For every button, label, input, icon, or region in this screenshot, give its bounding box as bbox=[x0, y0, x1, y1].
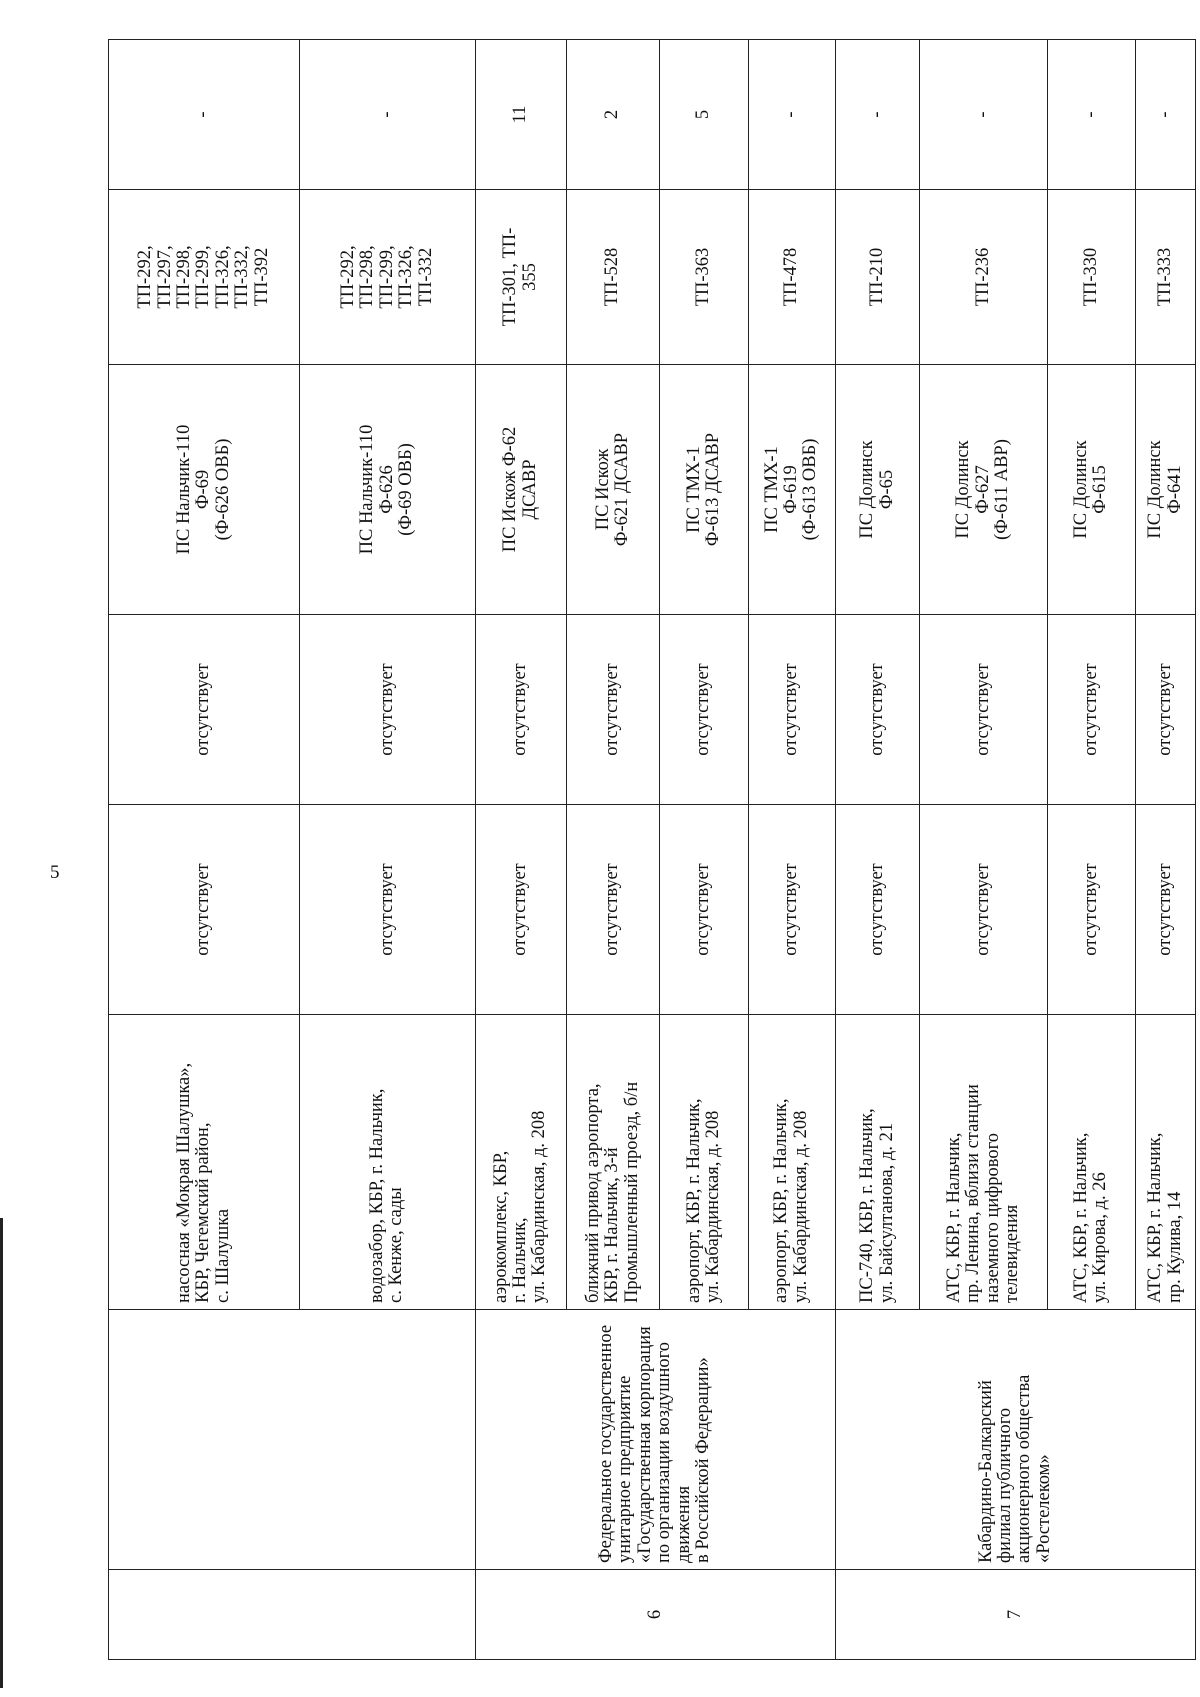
cell-line: ул. Байсултанова, д. 21 bbox=[876, 1122, 897, 1303]
cell-line: насосная «Мокрая Шалушка», bbox=[173, 1062, 194, 1303]
cell-line: аэропорт, КБР, г. Нальчик, bbox=[771, 1098, 792, 1303]
cell-line: ТП-332, bbox=[232, 245, 253, 309]
status-cell: отсутствует bbox=[660, 615, 748, 805]
cell-line: АТС, КБР, г. Нальчик, bbox=[1145, 1132, 1166, 1303]
count-cell: - bbox=[748, 40, 835, 190]
address-cell bbox=[660, 1015, 748, 1310]
cell-line: Федеральное государственное bbox=[595, 1324, 616, 1563]
cell-line: акционерного общества bbox=[1014, 1374, 1035, 1563]
cell-line: ПС Нальчик-110 bbox=[357, 424, 378, 555]
address-cell bbox=[920, 1015, 1047, 1310]
substation-cell bbox=[300, 365, 476, 615]
cell-line: АТС, КБР, г. Нальчик, bbox=[1071, 1132, 1091, 1303]
address-cell bbox=[475, 1015, 566, 1310]
count-cell: - bbox=[1047, 40, 1135, 190]
cell-line: ТП-392 bbox=[251, 247, 272, 307]
cell-line: ТП-332 bbox=[415, 247, 436, 307]
status-cell: отсутствует bbox=[748, 615, 835, 805]
cell-line: Ф-621 ДСАВР bbox=[611, 432, 632, 547]
cell-line: ТП-297, bbox=[154, 245, 175, 309]
table-row bbox=[835, 40, 920, 1660]
count-cell: 2 bbox=[566, 40, 660, 190]
count-cell: 11 bbox=[475, 40, 566, 190]
count-cell: - bbox=[835, 40, 920, 190]
row-number-cell: 6 bbox=[475, 1570, 835, 1660]
cell-line: ПС Искож Ф-62 bbox=[500, 426, 521, 553]
power-supply-table bbox=[108, 39, 1196, 1660]
cell-line: (Ф-69 ОВБ) bbox=[396, 443, 417, 536]
transformer-cell bbox=[566, 190, 660, 365]
cell-line: АТС, КБР, г. Нальчик, bbox=[943, 1132, 964, 1303]
substation-cell bbox=[835, 365, 920, 615]
address-cell bbox=[566, 1015, 660, 1310]
cell-line: г. Нальчик, bbox=[509, 1217, 530, 1303]
cell-line: ТП-299, bbox=[376, 245, 397, 309]
status-cell: отсутствует bbox=[1136, 805, 1196, 1015]
count-cell: - bbox=[300, 40, 476, 190]
transformer-cell bbox=[109, 190, 300, 365]
cell-line: наземного цифрового bbox=[982, 1132, 1003, 1303]
cell-line: унитарное предприятие bbox=[615, 1375, 636, 1563]
status-cell: отсутствует bbox=[1136, 615, 1196, 805]
cell-line: ул. Кабардинская, д. 208 bbox=[529, 1110, 550, 1303]
cell-line: ТП-478 bbox=[781, 247, 802, 307]
cell-line: ТП-326, bbox=[212, 245, 233, 309]
cell-line: (Ф-611 АВР) bbox=[992, 439, 1013, 540]
status-cell: отсутствует bbox=[1047, 615, 1135, 805]
cell-line: ТП-326, bbox=[396, 245, 417, 309]
substation-cell bbox=[748, 365, 835, 615]
address-cell bbox=[1136, 1015, 1196, 1310]
cell-line: Ф-69 bbox=[193, 469, 214, 510]
cell-line: аэрокомплекс, КБР, bbox=[490, 1150, 511, 1303]
substation-cell bbox=[566, 365, 660, 615]
substation-cell bbox=[475, 365, 566, 615]
cell-line: аэропорт, КБР, г. Нальчик, bbox=[683, 1098, 704, 1303]
cell-line: с. Шалушка bbox=[212, 1208, 233, 1303]
count-cell: - bbox=[109, 40, 300, 190]
status-cell: отсутствует bbox=[835, 615, 920, 805]
transformer-cell bbox=[835, 190, 920, 365]
cell-line: (Ф-613 ОВБ) bbox=[800, 438, 821, 541]
count-cell: - bbox=[920, 40, 1047, 190]
cell-line: ПС Долинск bbox=[953, 440, 974, 539]
status-cell: отсутствует bbox=[1047, 805, 1135, 1015]
organization-cell bbox=[835, 1310, 1195, 1570]
transformer-cell bbox=[748, 190, 835, 365]
cell-line: с. Кенже, сады bbox=[386, 1187, 407, 1303]
cell-line: Промышленный проезд, б/н bbox=[621, 1081, 642, 1303]
count-cell: - bbox=[1136, 40, 1196, 190]
cell-line: ТП-292, bbox=[135, 245, 156, 309]
cell-line: (Ф-626 ОВБ) bbox=[212, 438, 233, 541]
cell-line: КБР, г. Нальчик, 3-й bbox=[602, 1147, 623, 1303]
row-number-cell: 7 bbox=[835, 1570, 1195, 1660]
organization-cell bbox=[475, 1310, 835, 1570]
cell-line: ТП-236 bbox=[972, 247, 993, 307]
cell-line: Ф-615 bbox=[1090, 465, 1111, 514]
cell-line: водозабор, КБР, г. Нальчик, bbox=[366, 1088, 387, 1303]
scan-edge-mark bbox=[0, 1218, 3, 1688]
cell-line: ТП-363 bbox=[693, 247, 714, 307]
cell-line: ул. Кабардинская, д. 208 bbox=[702, 1110, 723, 1303]
substation-cell bbox=[1136, 365, 1196, 615]
organization-cell bbox=[109, 1310, 476, 1570]
cell-line: Ф-613 ДСАВР bbox=[702, 432, 723, 547]
cell-line: ТП-333 bbox=[1154, 247, 1175, 307]
cell-line: в Российской Федерации» bbox=[693, 1357, 714, 1563]
cell-line: пр. Кулива, 14 bbox=[1164, 1191, 1185, 1303]
transformer-cell bbox=[920, 190, 1047, 365]
transformer-cell bbox=[300, 190, 476, 365]
cell-line: «Ростелеком» bbox=[1033, 1454, 1054, 1563]
address-cell bbox=[109, 1015, 300, 1310]
cell-line: Ф-641 bbox=[1164, 465, 1185, 514]
address-cell bbox=[748, 1015, 835, 1310]
cell-line: ТП-298, bbox=[357, 245, 378, 309]
cell-line: ТП-292, bbox=[337, 245, 358, 309]
count-cell: 5 bbox=[660, 40, 748, 190]
rotated-table-container bbox=[108, 40, 1196, 1660]
status-cell: отсутствует bbox=[566, 805, 660, 1015]
cell-line: ПС ТМХ-1 bbox=[761, 446, 782, 533]
cell-line: Ф-65 bbox=[876, 469, 897, 510]
cell-line: пр. Ленина, вблизи станции bbox=[963, 1084, 984, 1303]
substation-cell bbox=[660, 365, 748, 615]
cell-line: ближний привод аэропорта, bbox=[582, 1083, 603, 1303]
cell-line: КБР, Чегемский район, bbox=[193, 1122, 214, 1303]
row-number-cell bbox=[109, 1570, 476, 1660]
cell-line: ТП-528 bbox=[602, 247, 623, 307]
cell-line: ПС-740, КБР, г. Нальчик, bbox=[857, 1108, 878, 1303]
status-cell: отсутствует bbox=[566, 615, 660, 805]
table-row bbox=[109, 40, 300, 1660]
cell-line: филиал публичного bbox=[994, 1407, 1015, 1563]
cell-line: ПС Долинск bbox=[857, 440, 878, 539]
cell-line: 355 bbox=[519, 263, 540, 291]
status-cell: отсутствует bbox=[748, 805, 835, 1015]
status-cell: отсутствует bbox=[300, 615, 476, 805]
cell-line: ТП-301, ТП- bbox=[500, 227, 521, 327]
cell-line: Кабардино-Балкарский bbox=[975, 1380, 996, 1563]
transformer-cell bbox=[660, 190, 748, 365]
status-cell: отсутствует bbox=[300, 805, 476, 1015]
transformer-cell bbox=[1047, 190, 1135, 365]
status-cell: отсутствует bbox=[109, 805, 300, 1015]
cell-line: «Государственная корпорация bbox=[634, 1326, 655, 1563]
cell-line: ТП-299, bbox=[193, 245, 214, 309]
cell-line: ДСАВР bbox=[519, 459, 540, 520]
status-cell: отсутствует bbox=[835, 805, 920, 1015]
cell-line: ПС Нальчик-110 bbox=[173, 424, 194, 555]
cell-line: ул. Кирова, д. 26 bbox=[1090, 1172, 1111, 1303]
transformer-cell bbox=[475, 190, 566, 365]
address-cell bbox=[300, 1015, 476, 1310]
table-row bbox=[475, 40, 566, 1660]
substation-cell bbox=[920, 365, 1047, 615]
cell-line: Ф-627 bbox=[972, 465, 993, 514]
cell-line: Ф-626 bbox=[376, 465, 397, 514]
cell-line: ТП-330 bbox=[1080, 247, 1101, 307]
cell-line: ПС Долинск bbox=[1071, 440, 1091, 539]
cell-line: телевидения bbox=[1001, 1204, 1022, 1303]
cell-line: ТП-298, bbox=[173, 245, 194, 309]
status-cell: отсутствует bbox=[660, 805, 748, 1015]
cell-line: по организации воздушного bbox=[654, 1342, 675, 1563]
page-number: 5 bbox=[50, 862, 60, 883]
transformer-cell bbox=[1136, 190, 1196, 365]
status-cell: отсутствует bbox=[920, 615, 1047, 805]
cell-line: ПС Искож bbox=[592, 448, 613, 531]
substation-cell bbox=[109, 365, 300, 615]
cell-line: Ф-619 bbox=[781, 465, 802, 514]
substation-cell bbox=[1047, 365, 1135, 615]
status-cell: отсутствует bbox=[920, 805, 1047, 1015]
cell-line: движения bbox=[673, 1485, 694, 1563]
cell-line: ПС ТМХ-1 bbox=[683, 446, 704, 533]
cell-line: ТП-210 bbox=[866, 247, 887, 307]
address-cell bbox=[1047, 1015, 1135, 1310]
status-cell: отсутствует bbox=[475, 615, 566, 805]
cell-line: ПС Долинск bbox=[1145, 440, 1166, 539]
cell-line: ул. Кабардинская, д. 208 bbox=[790, 1110, 811, 1303]
address-cell bbox=[835, 1015, 920, 1310]
status-cell: отсутствует bbox=[109, 615, 300, 805]
status-cell: отсутствует bbox=[475, 805, 566, 1015]
